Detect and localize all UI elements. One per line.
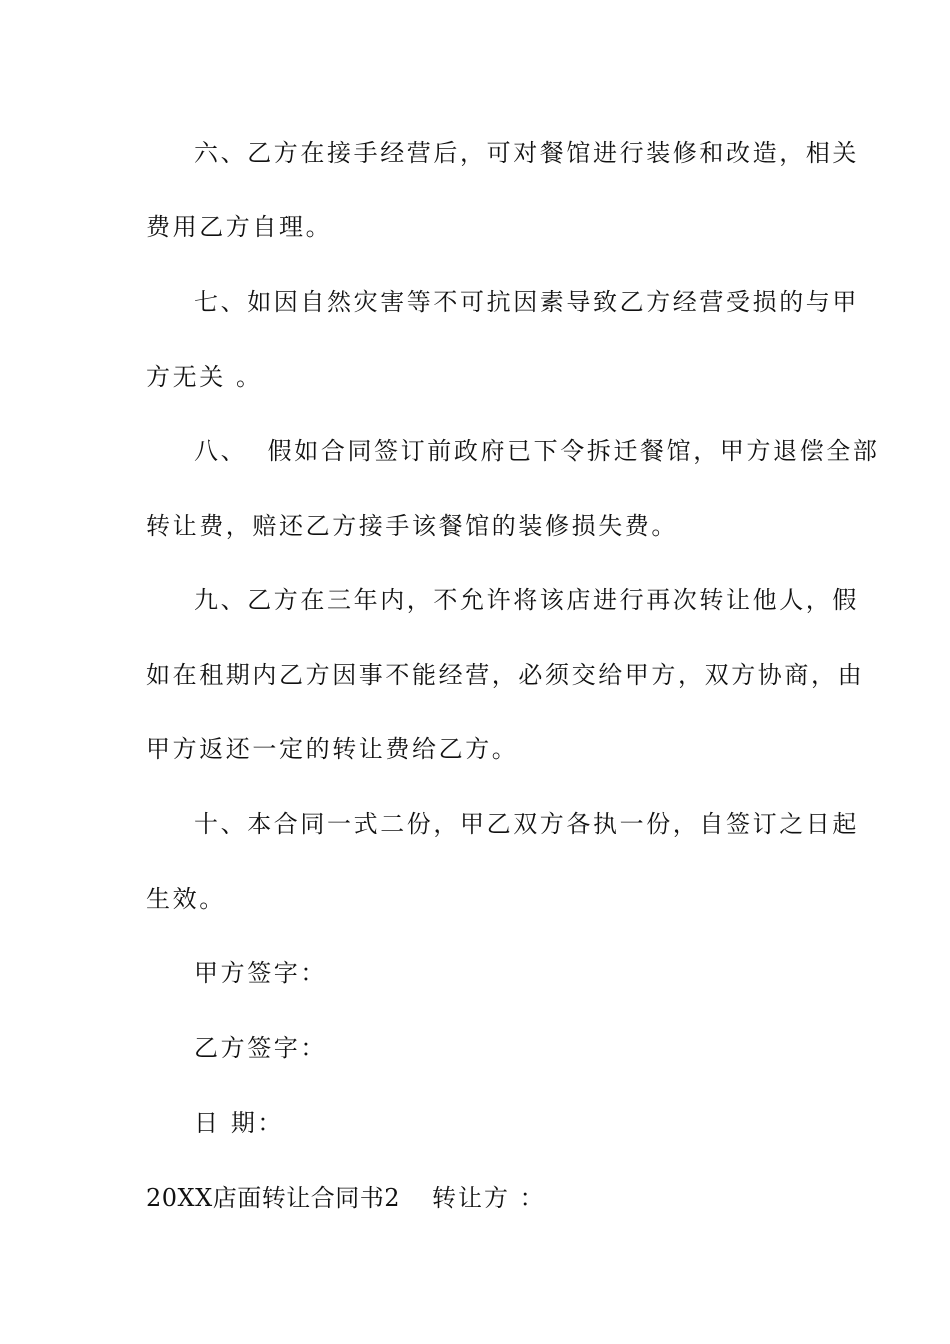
next-contract-title: 20XX店面转让合同书2	[146, 1184, 400, 1212]
clause-10-line-1: 十、本合同一式二份，甲乙双方各执一份，自签订之日起	[194, 810, 859, 838]
clause-9-line-3: 甲方返还一定的转让费给乙方。	[146, 735, 519, 763]
clause-9-line-1: 九、乙方在三年内，不允许将该店进行再次转让他人，假	[194, 586, 859, 614]
clause-6-line-2: 费用乙方自理。	[146, 213, 333, 241]
clause-8-line-1: 八、 假如合同签订前政府已下令拆迁餐馆，甲方退偿全部	[194, 437, 880, 465]
clause-9-line-2: 如在租期内乙方因事不能经营，必须交给甲方，双方协商，由	[146, 661, 865, 689]
clause-8-line-2: 转让费，赔还乙方接手该餐馆的装修损失费。	[146, 512, 678, 540]
clause-7-line-1: 七、如因自然灾害等不可抗因素导致乙方经营受损的与甲	[194, 288, 859, 316]
date-label: 日 期：	[194, 1109, 285, 1137]
party-a-signature-label: 甲方签字：	[194, 959, 327, 987]
clause-10-line-2: 生效。	[146, 885, 226, 913]
party-b-signature-label: 乙方签字：	[194, 1034, 327, 1062]
clause-6-line-1: 六、乙方在接手经营后，可对餐馆进行装修和改造，相关	[194, 139, 859, 167]
transferor-label: 转让方 ：	[432, 1184, 546, 1212]
clause-7-line-2: 方无关 。	[146, 363, 263, 391]
